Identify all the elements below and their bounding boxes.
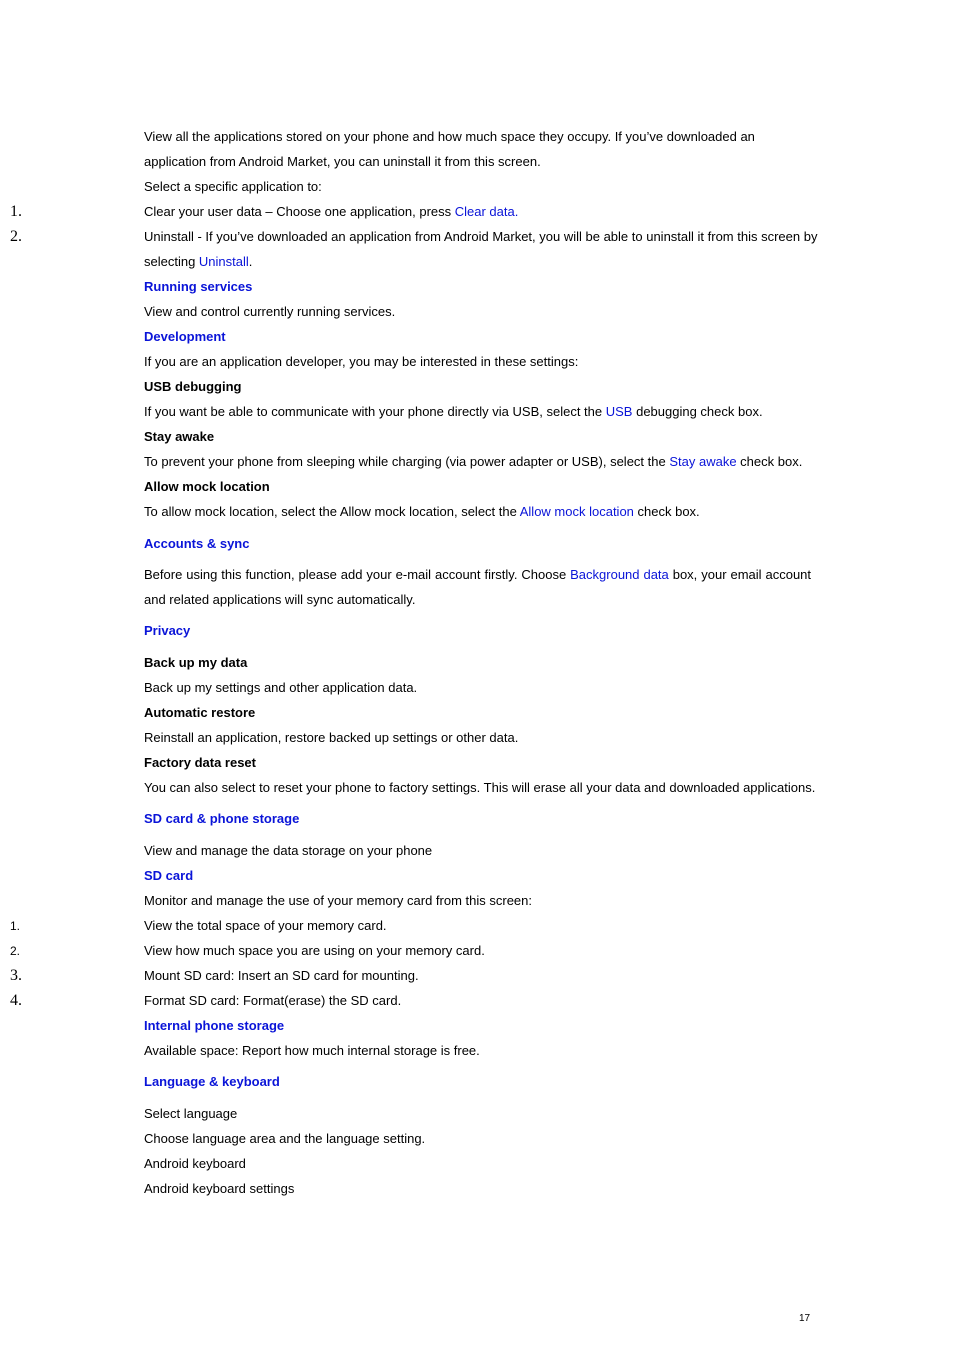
accounts-sync-line2: and related applications will sync automatically. (144, 592, 416, 607)
internal-storage-text: Available space: Report how much internal storage is free. (144, 1043, 480, 1058)
sd-card-intro: Monitor and manage the use of your memory card from this screen: (144, 893, 533, 908)
clear-data-link[interactable]: Clear data. (454, 204, 519, 219)
android-keyboard-settings-text: Android keyboard settings (144, 1181, 295, 1196)
select-language-text: Select language (144, 1106, 238, 1121)
list-item-text: Clear your user data – Choose one application, press (144, 204, 455, 219)
list-item-uninstall-line1: Uninstall - If you’ve downloaded an application from Android Market, you will be able to uninstall it from this screen by (144, 229, 818, 244)
factory-reset-title: Factory data reset (144, 755, 256, 770)
background-data-link[interactable]: Background data (570, 567, 669, 582)
accounts-sync-line1: Before using this function, please add your e-mail account firstly. Choose Background data box, your email account (144, 567, 812, 582)
stay-awake-title: Stay awake (144, 429, 215, 444)
development-heading: Development (144, 329, 226, 344)
list-item: View how much space you are using on your memory card. (144, 943, 485, 958)
list-number: 3. (10, 967, 22, 984)
sd-card-heading: SD card (144, 868, 194, 883)
mock-location-title: Allow mock location (144, 479, 270, 494)
list-number: 4. (10, 992, 22, 1009)
usb-debugging-title: USB debugging (144, 379, 242, 394)
backup-title: Back up my data (144, 655, 248, 670)
apps-intro-line2: application from Android Market, you can uninstall it from this screen. (144, 154, 541, 169)
page-number: 17 (799, 1313, 811, 1324)
list-number: 2. (10, 944, 21, 958)
list-item: Mount SD card: Insert an SD card for mounting. (144, 968, 419, 983)
apps-intro-line1: View all the applications stored on your phone and how much space they occupy. If you’ve downloaded an (144, 129, 755, 144)
internal-storage-heading: Internal phone storage (144, 1018, 285, 1033)
list-item-uninstall-line2: selecting Uninstall. (144, 254, 253, 269)
list-item: Format SD card: Format(erase) the SD card. (144, 993, 402, 1008)
storage-heading: SD card & phone storage (144, 811, 300, 826)
usb-debugging-text: If you want be able to communicate with your phone directly via USB, select the USB debugging check box. (144, 404, 763, 419)
stay-awake-text: To prevent your phone from sleeping while charging (via power adapter or USB), select the Stay awake check box. (144, 454, 803, 469)
backup-text: Back up my settings and other application data. (144, 680, 418, 695)
accounts-sync-heading: Accounts & sync (144, 536, 250, 551)
storage-intro: View and manage the data storage on your phone (144, 843, 433, 858)
list-number: 2. (10, 228, 22, 245)
stay-awake-link[interactable]: Stay awake (669, 454, 737, 469)
choose-language-text: Choose language area and the language setting. (144, 1131, 426, 1146)
privacy-heading: Privacy (144, 623, 191, 638)
android-keyboard-text: Android keyboard (144, 1156, 246, 1171)
mock-location-text: To allow mock location, select the Allow mock location, select the Allow mock location check box. (144, 504, 700, 519)
language-keyboard-heading: Language & keyboard (144, 1074, 280, 1089)
allow-mock-location-link[interactable]: Allow mock location (519, 504, 634, 519)
automatic-restore-text: Reinstall an application, restore backed up settings or other data. (144, 730, 519, 745)
automatic-restore-title: Automatic restore (144, 705, 256, 720)
running-services-text: View and control currently running services. (144, 304, 396, 319)
apps-select-text: Select a specific application to: (144, 179, 322, 194)
list-number: 1. (10, 919, 21, 933)
list-number: 1. (10, 203, 22, 220)
factory-reset-text: You can also select to reset your phone to factory settings. This will erase all your data and downloaded applications. (144, 780, 816, 795)
development-intro: If you are an application developer, you may be interested in these settings: (144, 354, 579, 369)
usb-link[interactable]: USB (605, 404, 633, 419)
uninstall-link[interactable]: Uninstall (198, 254, 249, 269)
list-item-clear-data (144, 204, 518, 220)
running-services-heading: Running services (144, 279, 253, 294)
list-item: View the total space of your memory card. (144, 918, 387, 933)
